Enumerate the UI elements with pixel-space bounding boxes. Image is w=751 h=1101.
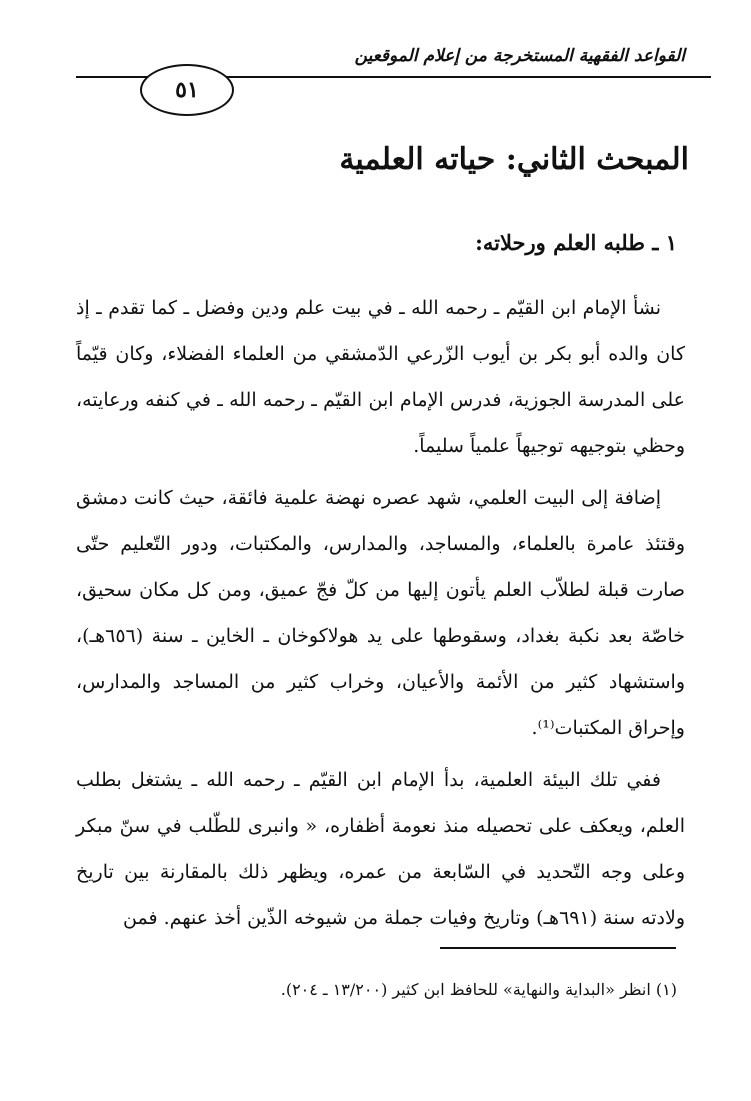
subheading: ١ ـ طلبه العلم ورحلاته: — [475, 230, 677, 255]
page-number — [140, 64, 234, 116]
body-text — [76, 285, 685, 947]
section-title: المبحث الثاني: حياته العلمية — [339, 142, 689, 177]
paragraph-2: إضافة إلى البيت العلمي، شهد عصره نهضة علمية فائقة، حيث كانت دمشق وقتئذ عامرة بالعلماء، والمساجد، والمدارس، والمكتبات، ودور التّعليم حتّى صارت قبلة لطلاّب العلم يأتون إليها من كلّ فجّ عميق، ومن كل مكان سحيق، خاصّة بعد نكبة بغداد، وسقوطها على يد هولاكوخان ـ الخاين ـ سنة (٦٥٦هـ)، واستشهاد كثير من الأئمة والأعيان، وخراب كثير من المساجد والمدارس، وإحراق المكتبات⁽¹⁾. — [76, 487, 685, 739]
running-header: القواعد الفقهية المستخرجة من إعلام الموقعين — [354, 46, 685, 66]
footnote: (١) انظر «البداية والنهاية» للحافظ ابن كثير (١٣/٢٠٠ ـ ٢٠٤). — [280, 980, 677, 999]
page-number-text: ٥١ — [175, 77, 199, 103]
paragraph-3: ففي تلك البيئة العلمية، بدأ الإمام ابن القيّم ـ رحمه الله ـ يشتغل بطلب العلم، ويعكف على تحصيله منذ نعومة أظفاره، « وانبرى للطّلب في سنّ مبكر وعلى وجه التّحديد في السّابعة من عمره، ويظهر ذلك بالمقارنة بين تاريخ ولادته سنة (٦٩١هـ) وتاريخ وفيات جملة من شيوخه الذّين أخذ عنهم. فمن — [76, 769, 685, 929]
paragraph-1: نشأ الإمام ابن القيّم ـ رحمه الله ـ في بيت علم ودين وفضل ـ كما تقدم ـ إذ كان والده أبو بكر بن أيوب الزّرعي الدّمشقي من العلماء الفضلاء، وكان قيّماً على المدرسة الجوزية، فدرس الإمام ابن القيّم ـ رحمه الله ـ في كنفه ورعايته، وحظي بتوجيهه توجيهاً علمياً سليماً. — [76, 297, 685, 457]
footnote-divider — [440, 947, 676, 949]
